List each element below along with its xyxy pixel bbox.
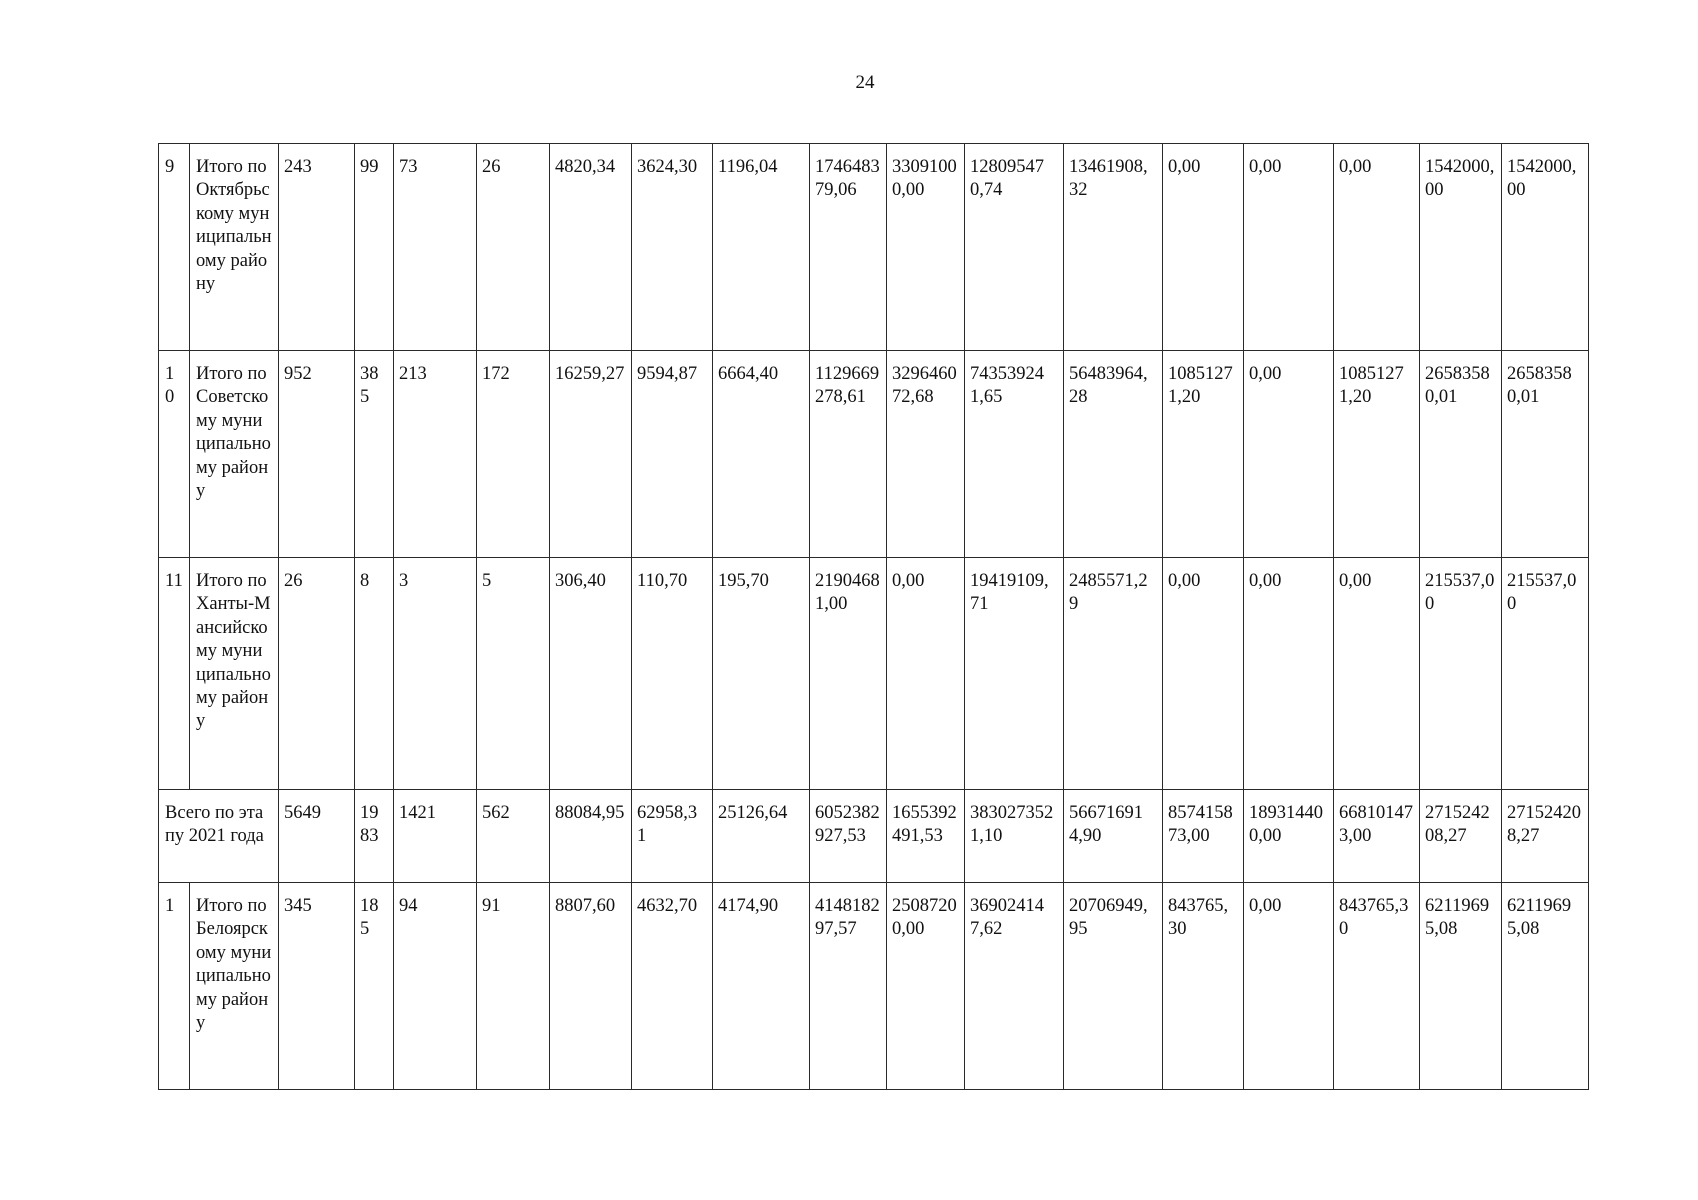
table-cell: 195,70: [713, 558, 810, 790]
table-cell: 0,00: [1244, 558, 1334, 790]
table-cell: 88084,95: [550, 790, 632, 883]
table-cell: 26: [477, 144, 550, 351]
table-cell: 128095470,74: [965, 144, 1064, 351]
table-cell: 8: [355, 558, 394, 790]
table-cell: 13461908,32: [1064, 144, 1163, 351]
table-cell: 213: [394, 351, 477, 558]
table-cell: 215537,00: [1420, 558, 1502, 790]
table-cell: 1129669278,61: [810, 351, 887, 558]
table-cell: 3830273521,10: [965, 790, 1064, 883]
table-cell: 4174,90: [713, 883, 810, 1090]
table-cell: 0,00: [1163, 558, 1244, 790]
table-cell: 62958,31: [632, 790, 713, 883]
table-cell: 3624,30: [632, 144, 713, 351]
table-cell: 73: [394, 144, 477, 351]
table-cell: 99: [355, 144, 394, 351]
table-cell: 843765,30: [1163, 883, 1244, 1090]
table-cell: 345: [279, 883, 355, 1090]
row-number: 9: [159, 144, 190, 351]
table-cell: 668101473,00: [1334, 790, 1420, 883]
table-cell: 4632,70: [632, 883, 713, 1090]
table-row: [159, 144, 1589, 351]
table-cell: 271524208,27: [1420, 790, 1502, 883]
table-cell: 2485571,29: [1064, 558, 1163, 790]
table-cell: 243: [279, 144, 355, 351]
table-cell: 1655392491,53: [887, 790, 965, 883]
table-cell: 185: [355, 883, 394, 1090]
table-cell: 4820,34: [550, 144, 632, 351]
table-cell: 215537,00: [1502, 558, 1589, 790]
table-cell: 306,40: [550, 558, 632, 790]
table-cell: 385: [355, 351, 394, 558]
table-cell: 26: [279, 558, 355, 790]
table-cell: 329646072,68: [887, 351, 965, 558]
table-cell: 33091000,00: [887, 144, 965, 351]
table-cell: 62119695,08: [1502, 883, 1589, 1090]
table-cell: 174648379,06: [810, 144, 887, 351]
table-cell: 952: [279, 351, 355, 558]
table-cell: 843765,30: [1334, 883, 1420, 1090]
table-cell: 56483964,28: [1064, 351, 1163, 558]
district-name: Итого по Октябрьскому муниципальному району: [190, 144, 279, 351]
district-name: Итого по Ханты-Мансийскому муниципальному району: [190, 558, 279, 790]
table-cell: 26583580,01: [1502, 351, 1589, 558]
data-table: [158, 143, 1589, 1090]
table-cell: 6052382927,53: [810, 790, 887, 883]
row-number: 11: [159, 558, 190, 790]
table-cell: 3: [394, 558, 477, 790]
row-number: 10: [159, 351, 190, 558]
table-cell: 110,70: [632, 558, 713, 790]
district-name: Итого по Белоярскому муниципальному району: [190, 883, 279, 1090]
table-cell: 0,00: [1163, 144, 1244, 351]
table-cell: 6664,40: [713, 351, 810, 558]
table-cell: 566716914,90: [1064, 790, 1163, 883]
table-row: [159, 558, 1589, 790]
table-cell: 10851271,20: [1163, 351, 1244, 558]
table-cell: 857415873,00: [1163, 790, 1244, 883]
table-cell: 0,00: [1244, 351, 1334, 558]
table-cell: 271524208,27: [1502, 790, 1589, 883]
table-row: [159, 351, 1589, 558]
table-cell: 16259,27: [550, 351, 632, 558]
total-label: Всего по этапу 2021 года: [159, 790, 279, 883]
district-name: Итого по Советскому муниципальному району: [190, 351, 279, 558]
table-cell: 369024147,62: [965, 883, 1064, 1090]
table-cell: 0,00: [1244, 144, 1334, 351]
table-cell: 189314400,00: [1244, 790, 1334, 883]
table-cell: 19419109,71: [965, 558, 1064, 790]
table-cell: 743539241,65: [965, 351, 1064, 558]
table-cell: 20706949,95: [1064, 883, 1163, 1090]
table-cell: 562: [477, 790, 550, 883]
table-cell: 9594,87: [632, 351, 713, 558]
table-cell: 1421: [394, 790, 477, 883]
table-cell: 91: [477, 883, 550, 1090]
page-number: 24: [855, 72, 875, 93]
table-cell: 8807,60: [550, 883, 632, 1090]
table-cell: 62119695,08: [1420, 883, 1502, 1090]
table-cell: 5: [477, 558, 550, 790]
table-cell: 1542000,00: [1502, 144, 1589, 351]
table-cell: 1196,04: [713, 144, 810, 351]
table-row: [159, 883, 1589, 1090]
table-cell: 0,00: [1334, 558, 1420, 790]
table-cell: 26583580,01: [1420, 351, 1502, 558]
table-cell: 5649: [279, 790, 355, 883]
table-cell: 0,00: [1244, 883, 1334, 1090]
table-cell: 0,00: [1334, 144, 1420, 351]
table-cell: 25126,64: [713, 790, 810, 883]
total-row: [159, 790, 1589, 883]
table-cell: 94: [394, 883, 477, 1090]
table-cell: 0,00: [887, 558, 965, 790]
row-number: 1: [159, 883, 190, 1090]
table-cell: 10851271,20: [1334, 351, 1420, 558]
table-cell: 21904681,00: [810, 558, 887, 790]
table-cell: 25087200,00: [887, 883, 965, 1090]
table-cell: 1983: [355, 790, 394, 883]
table-cell: 414818297,57: [810, 883, 887, 1090]
table-cell: 172: [477, 351, 550, 558]
table-cell: 1542000,00: [1420, 144, 1502, 351]
